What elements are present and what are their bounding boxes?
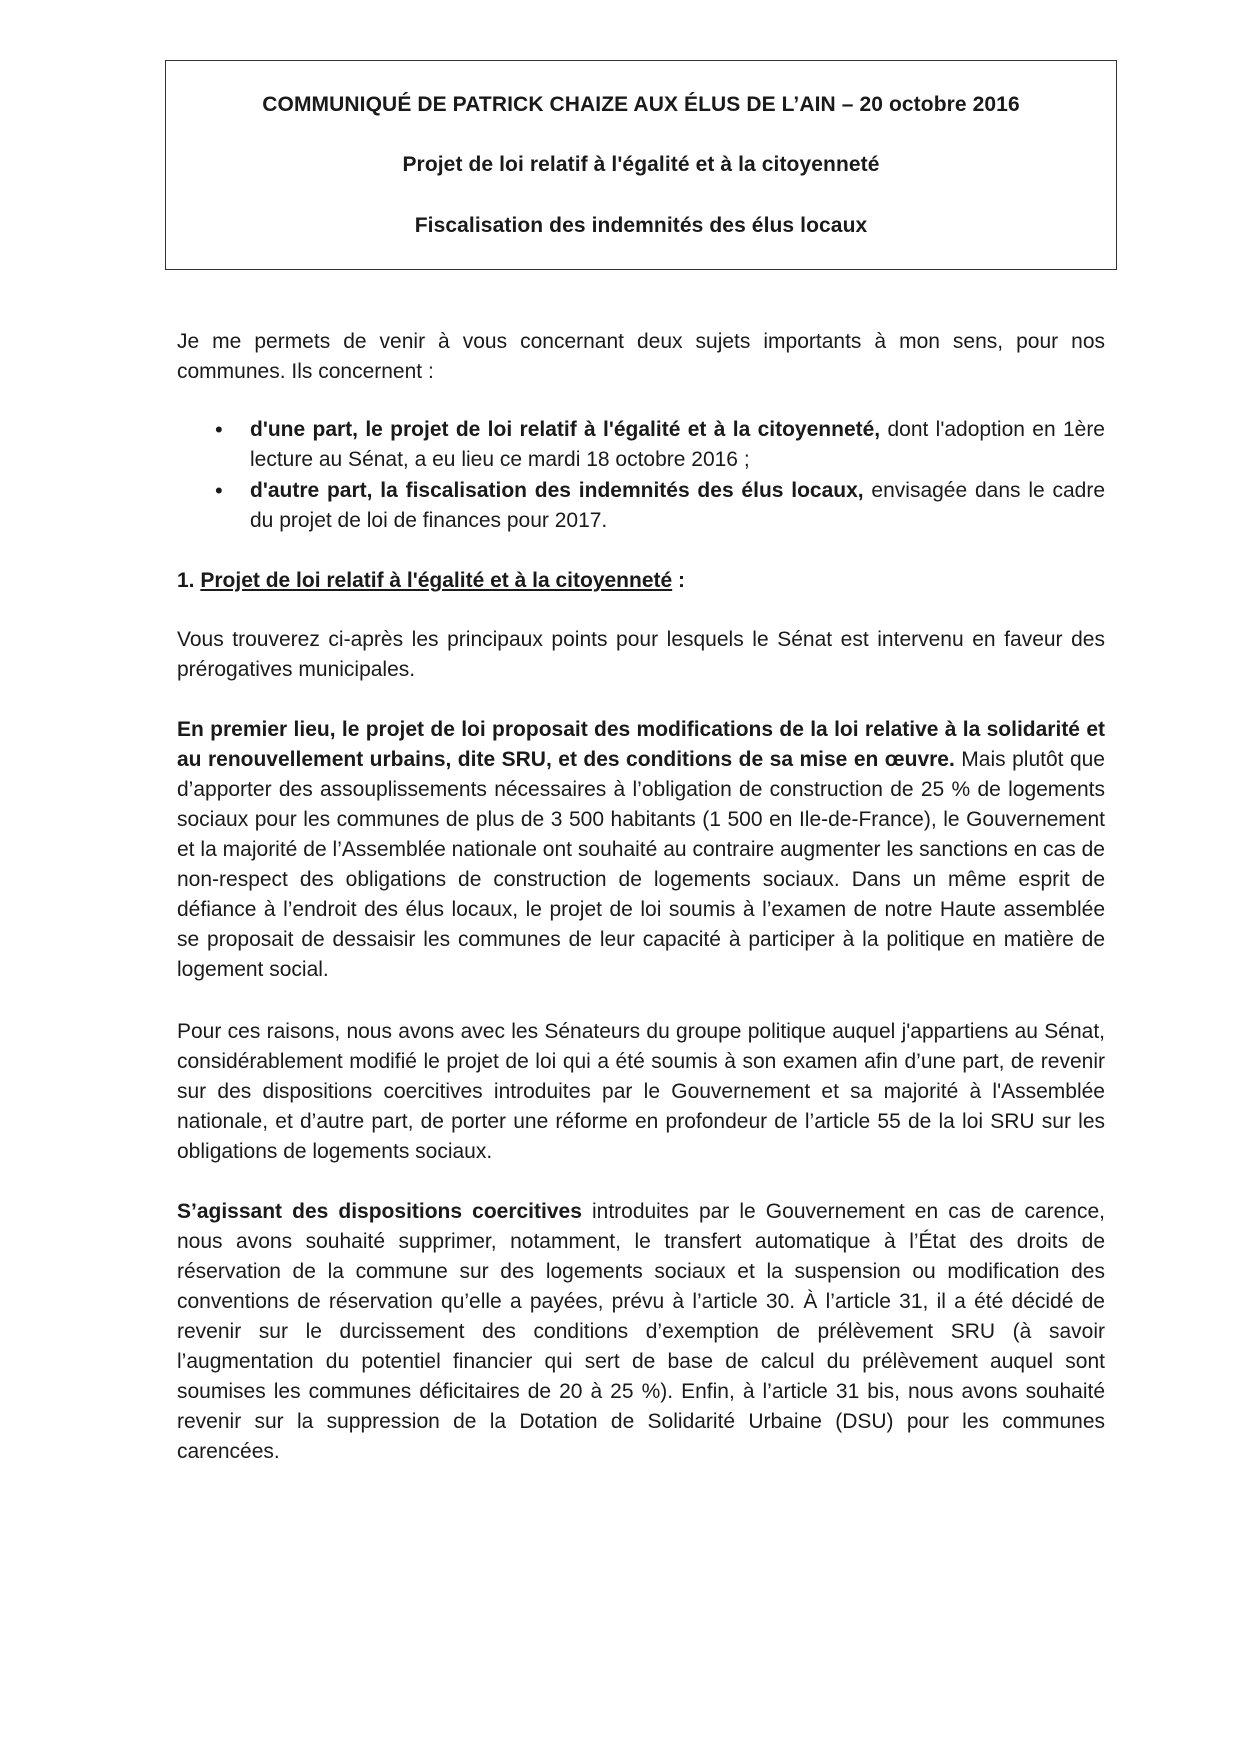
header-box (165, 60, 1117, 270)
list-item (177, 476, 1105, 536)
intro-text: Je me permets de venir à vous concernant deux sujets importants à mon sens, pour nos communes. Ils concernent : (177, 330, 1105, 383)
paragraph-1 (177, 625, 1105, 685)
bullet-bold-text: d'une part, le projet de loi relatif à l'égalité et à la citoyenneté, (250, 418, 881, 441)
bullet-bold-text: d'autre part, la fiscalisation des indemnités des élus locaux, (250, 479, 864, 502)
bill-title: Projet de loi relatif à l'égalité et à la citoyenneté (402, 153, 880, 176)
paragraph-text (177, 715, 1105, 985)
paragraph-3 (177, 1017, 1105, 1167)
section-number: 1. (177, 569, 195, 592)
bullet-icon: • (215, 417, 223, 442)
paragraph-4 (177, 1197, 1105, 1467)
paragraph-2 (177, 715, 1105, 985)
section-title: Projet de loi relatif à l'égalité et à la citoyenneté (200, 569, 673, 592)
paragraph-text: Vous trouverez ci-après les principaux points pour lesquels le Sénat est intervenu en faveur des prérogatives municipales. (177, 628, 1105, 681)
bullet-text: dont l'adoption en 1ère lecture au Sénat, a eu lieu ce mardi 18 octobre 2016 ; (250, 418, 1105, 471)
tax-subject-title: Fiscalisation des indemnités des élus locaux (414, 214, 868, 237)
subjects-list (177, 415, 1105, 537)
paragraph-bold-text: En premier lieu, le projet de loi proposait des modifications de la loi relative à la solidarité et au renouvellement urbains, dite SRU, et des conditions de sa mise en œuvre. (177, 718, 1105, 771)
bullet-icon: • (215, 478, 223, 503)
paragraph-bold-text: S’agissant des dispositions coercitives (177, 1200, 582, 1223)
section-suffix: : (672, 569, 686, 592)
list-item (177, 415, 1105, 475)
communique-title: COMMUNIQUÉ DE PATRICK CHAIZE AUX ÉLUS DE L’AIN – 20 octobre 2016 (262, 93, 1020, 116)
paragraph-text: Pour ces raisons, nous avons avec les Sénateurs du groupe politique auquel j'appartiens au Sénat, considérablement modifié le projet de loi qui a été soumis à son examen afin d’une part, de revenir sur des dispositions coercitives introduites par le Gouvernement et sa majorité à l'Assemblée nationale, et d’autre part, de porter une réforme en profondeur de l’article 55 de la loi SRU sur les obligations de logements sociaux. (177, 1020, 1105, 1163)
paragraph-rest-text: introduites par le Gouvernement en cas de carence, nous avons souhaité supprimer, notamment, le transfert automatique à l’État des droits de réservation de la commune sur des logements sociaux et la suspension ou modification des conventions de réservation qu’elle a payées, prévu à l’article 30. À l’article 31, il a été décidé de revenir sur le durcissement des conditions d’exemption de prélèvement SRU (à savoir l’augmentation du potentiel financier qui sert de base de calcul du prélèvement auquel sont soumises les communes déficitaires de 20 à 25 %). Enfin, à l’article 31 bis, nous avons souhaité revenir sur la suppression de la Dotation de Solidarité Urbaine (DSU) pour les communes carencées. (177, 1200, 1105, 1463)
paragraph-rest-text: Mais plutôt que d’apporter des assouplissements nécessaires à l’obligation de construction de 25 % de logements sociaux pour les communes de plus de 3 500 habitants (1 500 en Ile-de-France), le Gouvernement et la majorité de l’Assemblée nationale ont souhaité au contraire augmenter les sanctions en cas de non-respect des obligations de construction de logements sociaux. Dans un même esprit de défiance à l’endroit des élus locaux, le projet de loi soumis à l’examen de notre Haute assemblée se proposait de dessaisir les communes de leur capacité à participer à la politique en matière de logement social. (177, 748, 1105, 981)
section-heading (177, 566, 1105, 596)
paragraph-text (177, 1197, 1105, 1467)
bullet-text: envisagée dans le cadre du projet de loi de finances pour 2017. (250, 479, 1105, 532)
intro-paragraph (177, 327, 1105, 387)
